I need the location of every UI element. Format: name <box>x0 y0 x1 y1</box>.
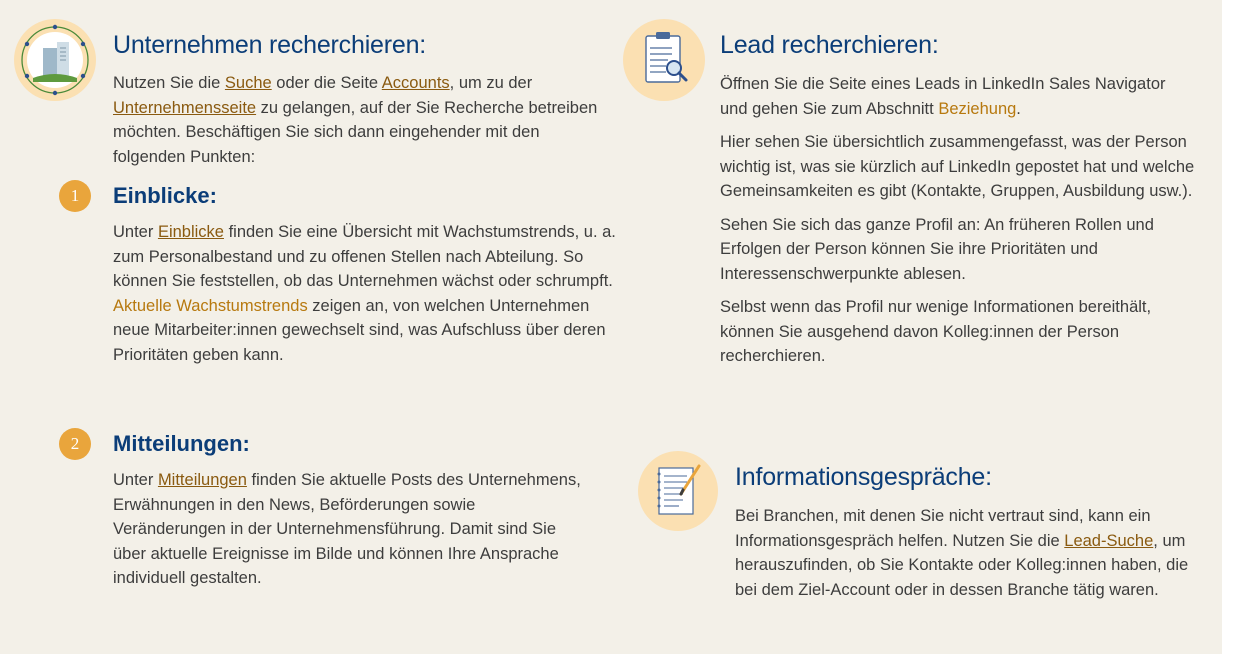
insights-text-1: Unter <box>113 223 158 241</box>
lead-paragraph-1 <box>720 72 1195 121</box>
insights-link[interactable]: Einblicke <box>157 223 224 241</box>
lead-paragraph-3: Sehen Sie sich das ganze Profil an: An früheren Rollen und Erfolgen der Person können Sie ihre Prioritäten und Interessenschwerpunkte ablesen. <box>720 215 1154 283</box>
growth-trends-highlight: Aktuelle Wachstumstrends <box>113 296 308 315</box>
lead-search-link[interactable]: Lead-Suche <box>1064 531 1154 550</box>
intro-text-1: Nutzen Sie die <box>113 74 225 92</box>
company-intro <box>113 71 598 169</box>
lead-p1-text-1: Öffnen Sie die Seite eines Leads in LinkedIn Sales Navigator und gehen Sie zum Abschnitt <box>720 75 1166 118</box>
insights-text <box>113 220 628 367</box>
lead-paragraph-2: Hier sehen Sie übersichtlich zusammengefasst, was der Person wichtig ist, was sie kürzlich auf LinkedIn gepostet hat und welche Gemeinsamkeiten es gibt (Kontakte, Gruppen, Ausbildung usw.). <box>720 133 1195 200</box>
messages-text <box>113 468 583 591</box>
accounts-link[interactable]: Accounts <box>381 74 450 92</box>
messages-text-2: finden Sie aktuelle Posts des Unternehmens, Erwähnungen in den News, Beförderungen sowie Veränderungen in der Unternehmensführung. Damit sind Sie über aktuelle Ereignisse im Bilde und können Ihre Ansprache individuell gestalten. <box>113 471 581 587</box>
page-edge <box>1222 0 1233 654</box>
company-title: Unternehmen recherchieren: <box>113 31 427 59</box>
info-text <box>735 504 1205 602</box>
lead-section <box>720 30 1195 369</box>
step-badge-2: 2 <box>59 428 91 460</box>
lead-p1-text-2: . <box>1016 99 1021 118</box>
messages-text-1: Unter <box>113 471 158 489</box>
company-section <box>113 30 613 169</box>
insights-text-2: finden Sie eine Übersicht mit Wachstumstrends, u. a. zum Personalbestand und zu offenen Stellen nach Abteilung. So können Sie feststellen, ob das Unternehmen wächst oder schrumpft. <box>113 223 616 290</box>
insights-title: Einblicke: <box>113 183 217 208</box>
company-page-link[interactable]: Unternehmensseite <box>113 98 257 117</box>
intro-text-3: , um zu der <box>449 74 533 92</box>
messages-section <box>113 430 583 591</box>
search-link[interactable]: Suche <box>224 74 272 92</box>
lead-title: Lead recherchieren: <box>720 31 939 59</box>
messages-title: Mitteilungen: <box>113 431 250 456</box>
intro-text-2: oder die Seite <box>271 74 382 92</box>
info-text-1: Bei Branchen, mit denen Sie nicht vertraut sind, kann ein Informationsgespräch helfen. Nutzen Sie die <box>735 507 1151 550</box>
insights-section <box>113 182 628 367</box>
notepad-icon <box>637 450 719 537</box>
info-title: Informationsgespräche: <box>735 463 992 491</box>
building-icon <box>13 18 97 107</box>
lead-paragraph-4: Selbst wenn das Profil nur wenige Informationen bereithält, können Sie ausgehend davon Kolleg:innen der Person recherchieren. <box>720 298 1152 365</box>
clipboard-search-icon <box>622 18 706 107</box>
step-badge-1: 1 <box>59 180 91 212</box>
info-text-2: , um herauszufinden, ob Sie Kontakte oder Kolleg:innen haben, die bei dem Ziel-Account oder in dessen Branche tätig waren. <box>735 531 1189 599</box>
info-interview-section <box>735 462 1205 602</box>
intro-text-4: zu gelangen, auf der Sie Recherche betreiben möchten. Beschäftigen Sie sich dann eingehender mit den folgenden Punkten: <box>113 98 598 166</box>
messages-link[interactable]: Mitteilungen <box>157 471 247 489</box>
relationship-highlight: Beziehung <box>938 99 1017 118</box>
insights-text-3: zeigen an, von welchen Unternehmen neue Mitarbeiter:innen gewechselt sind, was Aufschluss über deren Prioritäten geben kann. <box>113 296 606 364</box>
